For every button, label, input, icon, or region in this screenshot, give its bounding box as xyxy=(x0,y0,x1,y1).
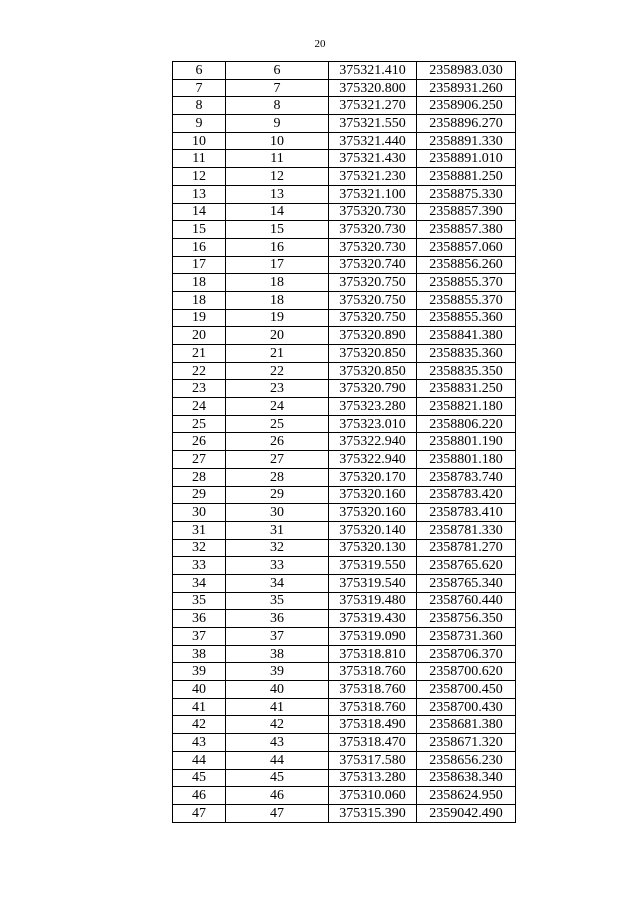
y-coordinate-cell: 2358831.250 xyxy=(417,380,516,398)
point-id-cell: 44 xyxy=(226,751,329,769)
y-coordinate-cell: 2358700.450 xyxy=(417,681,516,699)
x-coordinate-cell: 375319.090 xyxy=(329,628,417,646)
x-coordinate-cell: 375321.440 xyxy=(329,132,417,150)
table-row xyxy=(173,734,516,752)
x-coordinate-cell: 375320.730 xyxy=(329,221,417,239)
point-id-cell: 6 xyxy=(226,62,329,80)
y-coordinate-cell: 2358801.190 xyxy=(417,433,516,451)
point-number-cell: 22 xyxy=(173,362,226,380)
table-row xyxy=(173,327,516,345)
x-coordinate-cell: 375321.270 xyxy=(329,97,417,115)
y-coordinate-cell: 2358624.950 xyxy=(417,787,516,805)
point-id-cell: 9 xyxy=(226,115,329,133)
y-coordinate-cell: 2358756.350 xyxy=(417,610,516,628)
y-coordinate-cell: 2358906.250 xyxy=(417,97,516,115)
y-coordinate-cell: 2358875.330 xyxy=(417,185,516,203)
table-row xyxy=(173,203,516,221)
point-number-cell: 37 xyxy=(173,628,226,646)
y-coordinate-cell: 2358783.420 xyxy=(417,486,516,504)
point-id-cell: 10 xyxy=(226,132,329,150)
point-number-cell: 24 xyxy=(173,398,226,416)
point-id-cell: 43 xyxy=(226,734,329,752)
table-row xyxy=(173,628,516,646)
point-id-cell: 7 xyxy=(226,79,329,97)
point-number-cell: 36 xyxy=(173,610,226,628)
x-coordinate-cell: 375320.850 xyxy=(329,345,417,363)
table-row xyxy=(173,716,516,734)
point-id-cell: 35 xyxy=(226,592,329,610)
x-coordinate-cell: 375320.890 xyxy=(329,327,417,345)
point-id-cell: 39 xyxy=(226,663,329,681)
point-id-cell: 18 xyxy=(226,274,329,292)
x-coordinate-cell: 375319.430 xyxy=(329,610,417,628)
y-coordinate-cell: 2359042.490 xyxy=(417,804,516,822)
point-id-cell: 33 xyxy=(226,557,329,575)
x-coordinate-cell: 375318.760 xyxy=(329,681,417,699)
point-number-cell: 30 xyxy=(173,504,226,522)
y-coordinate-cell: 2358638.340 xyxy=(417,769,516,787)
y-coordinate-cell: 2358891.010 xyxy=(417,150,516,168)
x-coordinate-cell: 375321.410 xyxy=(329,62,417,80)
x-coordinate-cell: 375320.170 xyxy=(329,468,417,486)
table-row xyxy=(173,557,516,575)
y-coordinate-cell: 2358806.220 xyxy=(417,415,516,433)
point-number-cell: 44 xyxy=(173,751,226,769)
table-row xyxy=(173,433,516,451)
table-row xyxy=(173,610,516,628)
y-coordinate-cell: 2358857.380 xyxy=(417,221,516,239)
y-coordinate-cell: 2358783.740 xyxy=(417,468,516,486)
point-number-cell: 34 xyxy=(173,574,226,592)
table-row xyxy=(173,521,516,539)
point-id-cell: 17 xyxy=(226,256,329,274)
point-id-cell: 30 xyxy=(226,504,329,522)
point-id-cell: 13 xyxy=(226,185,329,203)
y-coordinate-cell: 2358931.260 xyxy=(417,79,516,97)
point-id-cell: 24 xyxy=(226,398,329,416)
point-id-cell: 16 xyxy=(226,238,329,256)
point-id-cell: 47 xyxy=(226,804,329,822)
point-number-cell: 31 xyxy=(173,521,226,539)
table-row xyxy=(173,309,516,327)
x-coordinate-cell: 375320.730 xyxy=(329,203,417,221)
y-coordinate-cell: 2358781.270 xyxy=(417,539,516,557)
y-coordinate-cell: 2358983.030 xyxy=(417,62,516,80)
point-number-cell: 6 xyxy=(173,62,226,80)
point-id-cell: 36 xyxy=(226,610,329,628)
x-coordinate-cell: 375320.750 xyxy=(329,274,417,292)
y-coordinate-cell: 2358765.620 xyxy=(417,557,516,575)
x-coordinate-cell: 375320.850 xyxy=(329,362,417,380)
point-number-cell: 23 xyxy=(173,380,226,398)
x-coordinate-cell: 375320.800 xyxy=(329,79,417,97)
x-coordinate-cell: 375319.550 xyxy=(329,557,417,575)
coordinates-table xyxy=(172,61,516,823)
table-row xyxy=(173,362,516,380)
point-id-cell: 28 xyxy=(226,468,329,486)
table-row xyxy=(173,79,516,97)
x-coordinate-cell: 375320.730 xyxy=(329,238,417,256)
x-coordinate-cell: 375320.750 xyxy=(329,309,417,327)
point-number-cell: 16 xyxy=(173,238,226,256)
table-row xyxy=(173,185,516,203)
table-row xyxy=(173,291,516,309)
point-id-cell: 42 xyxy=(226,716,329,734)
x-coordinate-cell: 375319.540 xyxy=(329,574,417,592)
point-number-cell: 43 xyxy=(173,734,226,752)
x-coordinate-cell: 375313.280 xyxy=(329,769,417,787)
y-coordinate-cell: 2358781.330 xyxy=(417,521,516,539)
y-coordinate-cell: 2358891.330 xyxy=(417,132,516,150)
table-row xyxy=(173,468,516,486)
point-id-cell: 46 xyxy=(226,787,329,805)
point-number-cell: 14 xyxy=(173,203,226,221)
point-id-cell: 22 xyxy=(226,362,329,380)
point-number-cell: 39 xyxy=(173,663,226,681)
point-number-cell: 12 xyxy=(173,168,226,186)
x-coordinate-cell: 375321.100 xyxy=(329,185,417,203)
table-row xyxy=(173,486,516,504)
point-number-cell: 40 xyxy=(173,681,226,699)
point-id-cell: 23 xyxy=(226,380,329,398)
y-coordinate-cell: 2358881.250 xyxy=(417,168,516,186)
x-coordinate-cell: 375320.160 xyxy=(329,504,417,522)
x-coordinate-cell: 375322.940 xyxy=(329,451,417,469)
table-row xyxy=(173,539,516,557)
y-coordinate-cell: 2358855.370 xyxy=(417,274,516,292)
point-id-cell: 18 xyxy=(226,291,329,309)
y-coordinate-cell: 2358801.180 xyxy=(417,451,516,469)
x-coordinate-cell: 375318.470 xyxy=(329,734,417,752)
point-id-cell: 21 xyxy=(226,345,329,363)
y-coordinate-cell: 2358700.430 xyxy=(417,698,516,716)
point-number-cell: 47 xyxy=(173,804,226,822)
x-coordinate-cell: 375319.480 xyxy=(329,592,417,610)
table-row xyxy=(173,751,516,769)
point-id-cell: 20 xyxy=(226,327,329,345)
y-coordinate-cell: 2358855.370 xyxy=(417,291,516,309)
y-coordinate-cell: 2358700.620 xyxy=(417,663,516,681)
x-coordinate-cell: 375320.160 xyxy=(329,486,417,504)
y-coordinate-cell: 2358671.320 xyxy=(417,734,516,752)
point-number-cell: 42 xyxy=(173,716,226,734)
point-id-cell: 25 xyxy=(226,415,329,433)
table-row xyxy=(173,698,516,716)
y-coordinate-cell: 2358760.440 xyxy=(417,592,516,610)
point-number-cell: 18 xyxy=(173,274,226,292)
point-id-cell: 11 xyxy=(226,150,329,168)
y-coordinate-cell: 2358731.360 xyxy=(417,628,516,646)
point-id-cell: 31 xyxy=(226,521,329,539)
y-coordinate-cell: 2358835.360 xyxy=(417,345,516,363)
point-number-cell: 35 xyxy=(173,592,226,610)
y-coordinate-cell: 2358857.060 xyxy=(417,238,516,256)
point-number-cell: 27 xyxy=(173,451,226,469)
table-row xyxy=(173,804,516,822)
point-id-cell: 15 xyxy=(226,221,329,239)
y-coordinate-cell: 2358856.260 xyxy=(417,256,516,274)
point-number-cell: 38 xyxy=(173,645,226,663)
point-id-cell: 37 xyxy=(226,628,329,646)
x-coordinate-cell: 375318.760 xyxy=(329,698,417,716)
x-coordinate-cell: 375320.740 xyxy=(329,256,417,274)
x-coordinate-cell: 375310.060 xyxy=(329,787,417,805)
point-id-cell: 40 xyxy=(226,681,329,699)
y-coordinate-cell: 2358783.410 xyxy=(417,504,516,522)
table-row xyxy=(173,681,516,699)
table-row xyxy=(173,238,516,256)
y-coordinate-cell: 2358835.350 xyxy=(417,362,516,380)
x-coordinate-cell: 375320.790 xyxy=(329,380,417,398)
point-number-cell: 21 xyxy=(173,345,226,363)
point-number-cell: 25 xyxy=(173,415,226,433)
point-number-cell: 20 xyxy=(173,327,226,345)
table-row xyxy=(173,150,516,168)
y-coordinate-cell: 2358706.370 xyxy=(417,645,516,663)
table-row xyxy=(173,115,516,133)
x-coordinate-cell: 375321.550 xyxy=(329,115,417,133)
point-id-cell: 29 xyxy=(226,486,329,504)
y-coordinate-cell: 2358896.270 xyxy=(417,115,516,133)
point-number-cell: 10 xyxy=(173,132,226,150)
x-coordinate-cell: 375323.010 xyxy=(329,415,417,433)
x-coordinate-cell: 375317.580 xyxy=(329,751,417,769)
table-row xyxy=(173,504,516,522)
point-id-cell: 26 xyxy=(226,433,329,451)
point-number-cell: 18 xyxy=(173,291,226,309)
x-coordinate-cell: 375320.140 xyxy=(329,521,417,539)
x-coordinate-cell: 375322.940 xyxy=(329,433,417,451)
point-number-cell: 41 xyxy=(173,698,226,716)
point-number-cell: 26 xyxy=(173,433,226,451)
table-row xyxy=(173,62,516,80)
table-row xyxy=(173,592,516,610)
coordinates-table-body xyxy=(173,62,516,823)
point-id-cell: 19 xyxy=(226,309,329,327)
table-row xyxy=(173,380,516,398)
y-coordinate-cell: 2358857.390 xyxy=(417,203,516,221)
table-row xyxy=(173,415,516,433)
table-row xyxy=(173,769,516,787)
point-number-cell: 8 xyxy=(173,97,226,115)
point-number-cell: 33 xyxy=(173,557,226,575)
table-row xyxy=(173,398,516,416)
point-number-cell: 9 xyxy=(173,115,226,133)
point-id-cell: 38 xyxy=(226,645,329,663)
x-coordinate-cell: 375318.810 xyxy=(329,645,417,663)
point-id-cell: 34 xyxy=(226,574,329,592)
y-coordinate-cell: 2358681.380 xyxy=(417,716,516,734)
y-coordinate-cell: 2358656.230 xyxy=(417,751,516,769)
x-coordinate-cell: 375320.750 xyxy=(329,291,417,309)
x-coordinate-cell: 375315.390 xyxy=(329,804,417,822)
page-number: 20 xyxy=(314,38,326,50)
table-row xyxy=(173,274,516,292)
x-coordinate-cell: 375321.430 xyxy=(329,150,417,168)
x-coordinate-cell: 375323.280 xyxy=(329,398,417,416)
table-row xyxy=(173,574,516,592)
point-number-cell: 45 xyxy=(173,769,226,787)
table-row xyxy=(173,256,516,274)
point-number-cell: 15 xyxy=(173,221,226,239)
point-number-cell: 11 xyxy=(173,150,226,168)
table-row xyxy=(173,451,516,469)
table-row xyxy=(173,221,516,239)
point-number-cell: 46 xyxy=(173,787,226,805)
point-id-cell: 8 xyxy=(226,97,329,115)
y-coordinate-cell: 2358821.180 xyxy=(417,398,516,416)
point-id-cell: 12 xyxy=(226,168,329,186)
y-coordinate-cell: 2358855.360 xyxy=(417,309,516,327)
table-row xyxy=(173,168,516,186)
x-coordinate-cell: 375321.230 xyxy=(329,168,417,186)
point-number-cell: 28 xyxy=(173,468,226,486)
point-id-cell: 32 xyxy=(226,539,329,557)
x-coordinate-cell: 375318.760 xyxy=(329,663,417,681)
table-row xyxy=(173,645,516,663)
point-number-cell: 32 xyxy=(173,539,226,557)
point-number-cell: 17 xyxy=(173,256,226,274)
table-row xyxy=(173,787,516,805)
x-coordinate-cell: 375318.490 xyxy=(329,716,417,734)
y-coordinate-cell: 2358841.380 xyxy=(417,327,516,345)
point-id-cell: 27 xyxy=(226,451,329,469)
point-number-cell: 13 xyxy=(173,185,226,203)
point-id-cell: 14 xyxy=(226,203,329,221)
point-id-cell: 45 xyxy=(226,769,329,787)
table-row xyxy=(173,132,516,150)
point-number-cell: 7 xyxy=(173,79,226,97)
point-number-cell: 29 xyxy=(173,486,226,504)
table-row xyxy=(173,97,516,115)
table-row xyxy=(173,345,516,363)
point-number-cell: 19 xyxy=(173,309,226,327)
table-row xyxy=(173,663,516,681)
x-coordinate-cell: 375320.130 xyxy=(329,539,417,557)
point-id-cell: 41 xyxy=(226,698,329,716)
y-coordinate-cell: 2358765.340 xyxy=(417,574,516,592)
